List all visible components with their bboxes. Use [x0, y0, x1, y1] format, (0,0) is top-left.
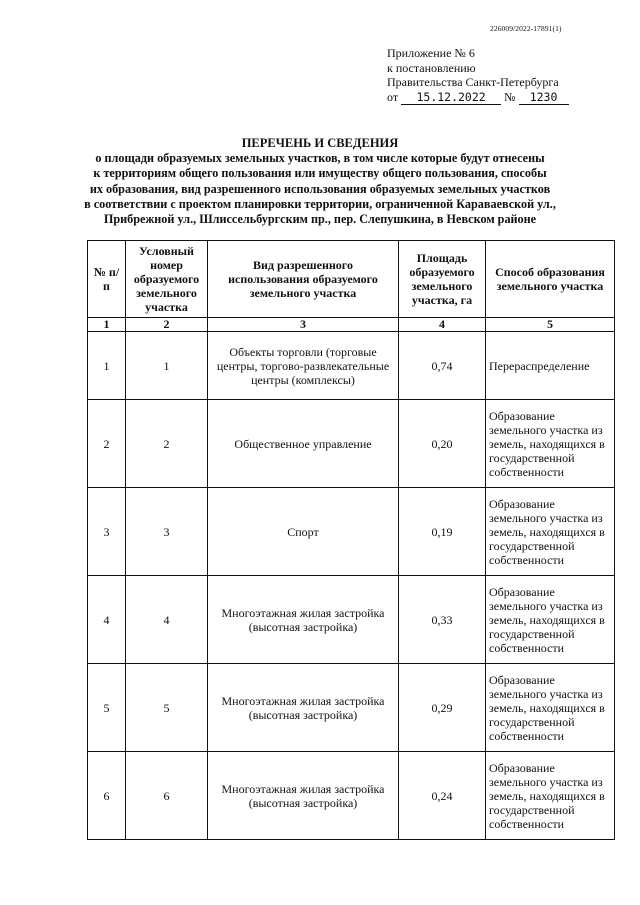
- row-number: 6: [88, 752, 126, 840]
- header-cell-number: № п/п: [88, 241, 126, 318]
- permitted-use: Многоэтажная жилая застройка (высотная застройка): [208, 752, 399, 840]
- title-line: о площади образуемых земельных участков, в том числе которые будут отнесены: [95, 151, 545, 166]
- formation-method: Образование земельного участка из земель, находящихся в государственной собственности: [486, 664, 615, 752]
- row-number: 4: [88, 576, 126, 664]
- column-index: 1: [88, 318, 126, 332]
- column-index: 3: [208, 318, 399, 332]
- formation-method: Образование земельного участка из земель, находящихся в государственной собственности: [486, 488, 615, 576]
- header-row: [88, 241, 615, 318]
- row-number: 3: [88, 488, 126, 576]
- column-index: 2: [126, 318, 208, 332]
- table-row: [88, 488, 615, 576]
- plot-id: 3: [126, 488, 208, 576]
- resolution-number: 1230: [519, 90, 569, 106]
- permitted-use: Многоэтажная жилая застройка (высотная застройка): [208, 664, 399, 752]
- table-row: [88, 664, 615, 752]
- formation-method: Образование земельного участка из земель, находящихся в государственной собственности: [486, 752, 615, 840]
- appendix-line-1: Приложение № 6: [387, 46, 475, 60]
- appendix-line-2: к постановлению: [387, 60, 476, 75]
- plot-area: 0,33: [399, 576, 486, 664]
- formation-method: Образование земельного участка из земель, находящихся в государственной собственности: [486, 400, 615, 488]
- plot-id: 6: [126, 752, 208, 840]
- permitted-use: Спорт: [208, 488, 399, 576]
- table-row: [88, 576, 615, 664]
- plot-id: 4: [126, 576, 208, 664]
- table-row: [88, 752, 615, 840]
- appendix-line-3: Правительства Санкт-Петербурга: [387, 75, 559, 89]
- title-line: Прибрежной ул., Шлиссельбургским пр., пер. Слепушкина, в Невском районе: [103, 212, 537, 227]
- formation-method: Образование земельного участка из земель, находящихся в государственной собственности: [486, 576, 615, 664]
- resolution-date: 15.12.2022: [401, 90, 501, 106]
- document-number: 226009/2022-17891(1): [490, 24, 562, 33]
- row-number: 2: [88, 400, 126, 488]
- plot-area: 0,19: [399, 488, 486, 576]
- plot-area: 0,29: [399, 664, 486, 752]
- column-index: 5: [486, 318, 615, 332]
- title-heading: ПЕРЕЧЕНЬ И СВЕДЕНИЯ: [241, 136, 399, 150]
- header-cell-plot-id: Условный номер образуемого земельного участка: [126, 241, 208, 318]
- header-cell-area: Площадь образуемого земельного участка, га: [399, 241, 486, 318]
- appendix-date-line: [387, 90, 569, 106]
- plot-area: 0,20: [399, 400, 486, 488]
- permitted-use: Многоэтажная жилая застройка (высотная застройка): [208, 576, 399, 664]
- from-label: от: [387, 89, 399, 104]
- permitted-use: Объекты торговли (торговые центры, торгово-развлекательные центры (комплексы): [208, 332, 399, 400]
- table-row: [88, 332, 615, 400]
- title-line: к территориям общего пользования или имуществу общего пользования, способы: [93, 166, 547, 181]
- plot-area: 0,74: [399, 332, 486, 400]
- number-label: №: [504, 89, 516, 104]
- plot-area: 0,24: [399, 752, 486, 840]
- appendix-block: [387, 46, 569, 105]
- table-row: [88, 400, 615, 488]
- header-cell-use: Вид разрешенного использования образуемого земельного участка: [208, 241, 399, 318]
- header-cell-method: Способ образования земельного участка: [486, 241, 615, 318]
- column-index: 4: [399, 318, 486, 332]
- column-index-row: [88, 318, 615, 332]
- title-line: их образования, вид разрешенного использования образуемых земельных участков: [89, 181, 551, 196]
- row-number: 1: [88, 332, 126, 400]
- plot-id: 2: [126, 400, 208, 488]
- formation-method: Перераспределение: [486, 332, 615, 400]
- plot-id: 1: [126, 332, 208, 400]
- row-number: 5: [88, 664, 126, 752]
- permitted-use: Общественное управление: [208, 400, 399, 488]
- plot-id: 5: [126, 664, 208, 752]
- document-title: [40, 136, 600, 227]
- title-line: в соответствии с проектом планировки территории, ограниченной Караваевской ул.,: [84, 196, 556, 211]
- land-plots-table: [87, 240, 615, 840]
